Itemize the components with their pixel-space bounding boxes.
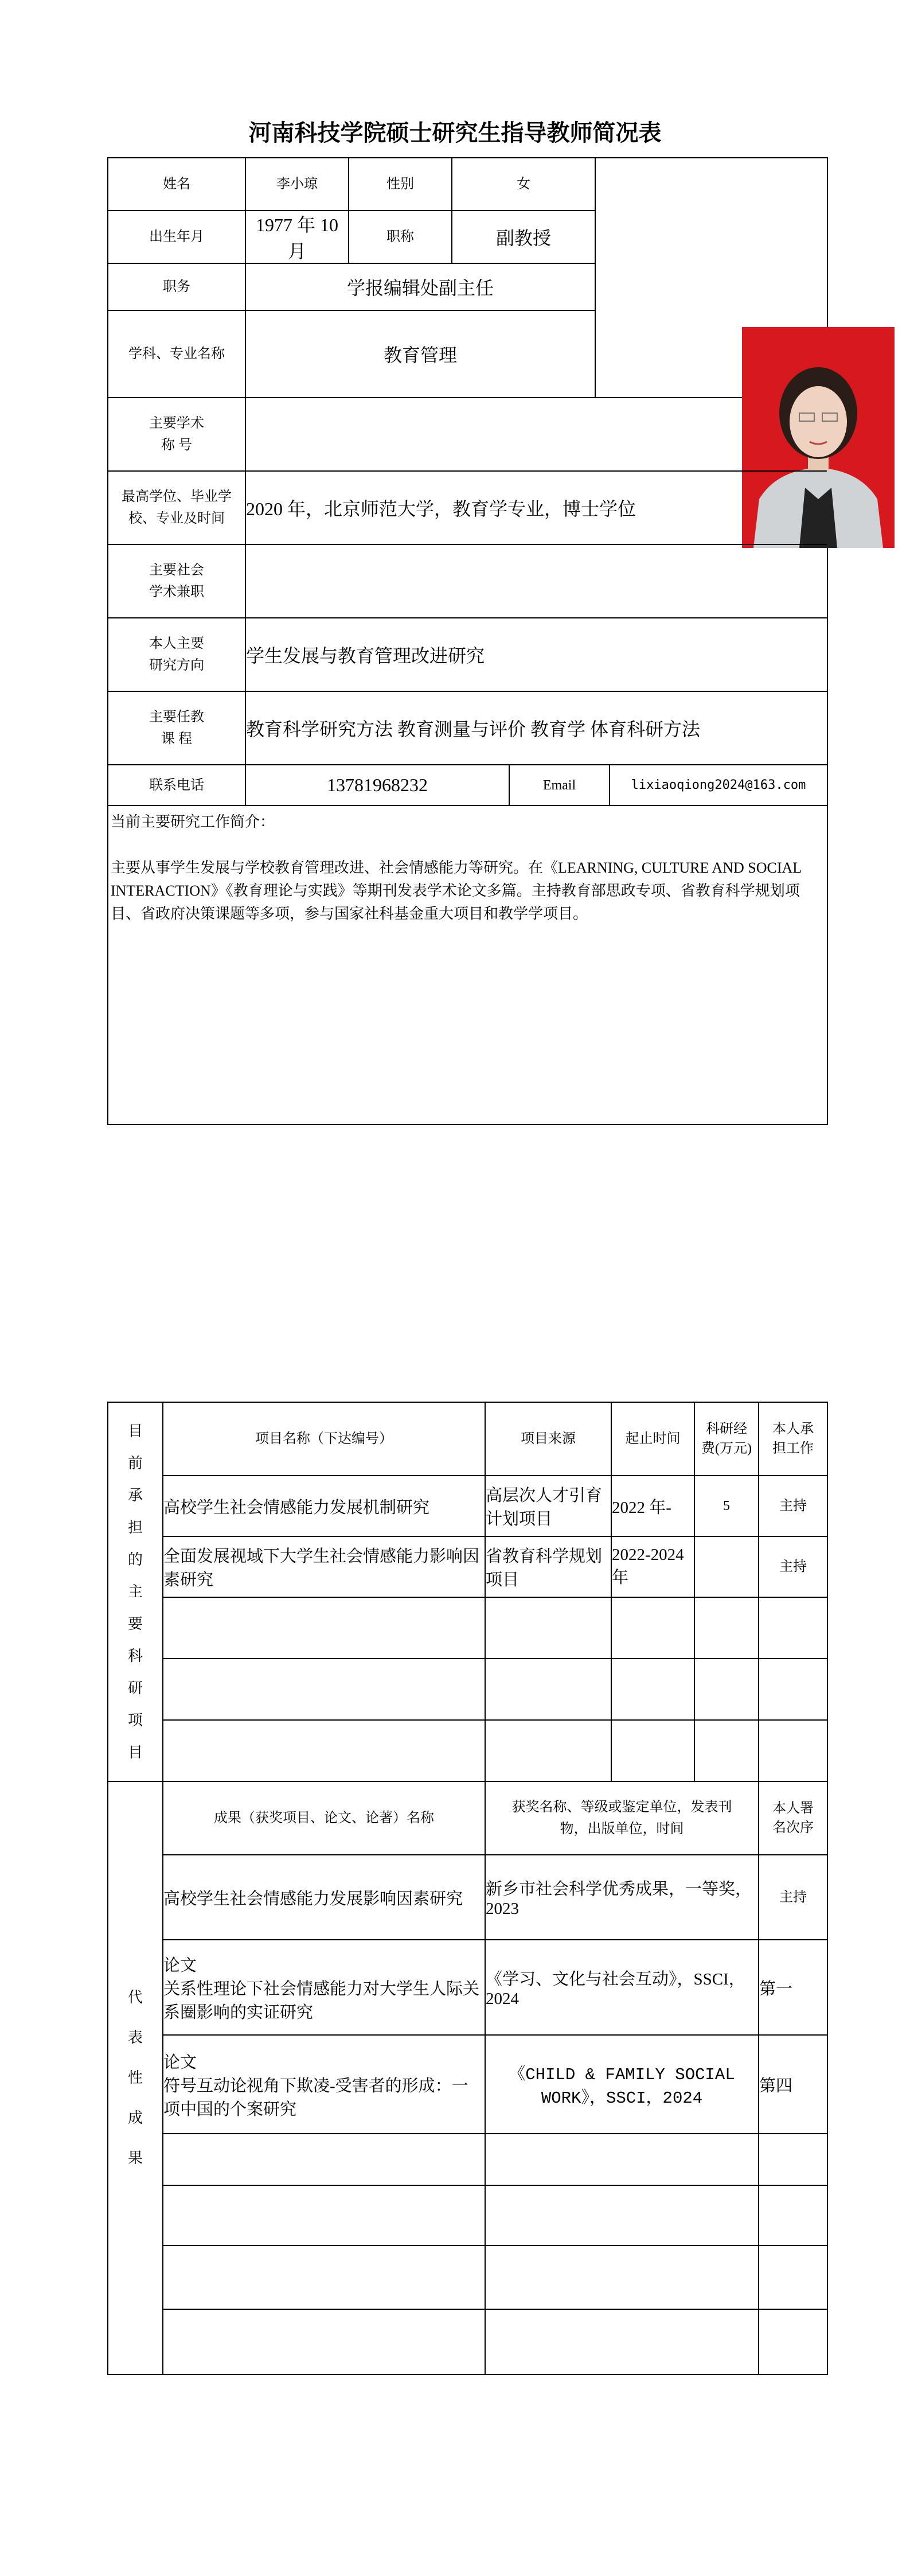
proj-row-5-role	[759, 1721, 827, 1782]
honor-label-line1: 主要学术	[149, 416, 204, 431]
proj-row-4-time	[612, 1659, 695, 1721]
honor-value	[246, 398, 827, 472]
proj-row-1-name: 高校学生社会情感能力发展机制研究	[163, 1476, 486, 1537]
ach-row-1-order: 主持	[759, 1855, 827, 1940]
ach-row-7-venue	[486, 2310, 759, 2374]
email-label: Email	[510, 765, 610, 806]
courses-label-line2: 课 程	[161, 731, 192, 746]
proj-row-5-name	[163, 1721, 486, 1782]
ach-row-7-name	[163, 2310, 486, 2374]
phone-value: 13781968232	[246, 765, 510, 806]
social-value	[246, 545, 827, 618]
ach-row-5-order	[759, 2186, 827, 2246]
proj-row-3-role	[759, 1598, 827, 1659]
ach-row-4-venue	[486, 2134, 759, 2186]
proj-row-2-funding	[695, 1537, 759, 1598]
birth-label: 出生年月	[108, 211, 246, 264]
proj-row-4-funding	[695, 1659, 759, 1721]
proj-row-5-time	[612, 1721, 695, 1782]
degree-label: 最高学位、毕业学校、专业及时间	[108, 472, 246, 545]
proj-row-3-name	[163, 1598, 486, 1659]
position-value: 学报编辑处副主任	[246, 264, 596, 311]
ach-row-5-venue	[486, 2186, 759, 2246]
name-value: 李小琼	[246, 158, 349, 211]
gender-label: 性别	[349, 158, 452, 211]
proj-row-2-source: 省教育科学规划项目	[486, 1537, 612, 1598]
honor-label	[108, 398, 246, 472]
research-intro	[108, 806, 827, 953]
ach-row-3-venue: 《CHILD & FAMILY SOCIAL WORK》，SSCI，2024	[486, 2036, 759, 2134]
proj-header-name: 项目名称（下达编号）	[163, 1403, 486, 1476]
intro-text: 主要从事学生发展与学校教育管理改进、社会情感能力等研究。在《LEARNING, CULTURE AND SOCIAL INTERACTION》《教育理论与实践》等期刊发表学术论文多篇。主持教育部思政专项、省教育科学规划项目、省政府决策课题等多项，参与国家社科基金重大项目和教学学项目。	[111, 859, 802, 922]
proj-header-role: 本人承担工作	[759, 1403, 827, 1476]
subject-value: 教育管理	[246, 311, 596, 398]
proj-row-2-name: 全面发展视域下大学生社会情感能力影响因素研究	[163, 1537, 486, 1598]
proj-row-4-source	[486, 1659, 612, 1721]
proj-header-time: 起止时间	[612, 1403, 695, 1476]
honor-label-line2: 称 号	[161, 438, 192, 453]
research-label-line2: 研究方向	[149, 658, 204, 673]
courses-label-line1: 主要任教	[149, 710, 204, 725]
ach-header-name: 成果（获奖项目、论文、论著）名称	[163, 1782, 486, 1855]
ach-row-6-venue	[486, 2246, 759, 2310]
proj-row-1-source: 高层次人才引育计划项目	[486, 1476, 612, 1537]
proj-row-1-role: 主持	[759, 1476, 827, 1537]
ach-row-6-name	[163, 2246, 486, 2310]
page-title: 河南科技学院硕士研究生指导教师简况表	[248, 120, 662, 146]
name-label: 姓名	[108, 158, 246, 211]
ach-row-7-order	[759, 2310, 827, 2374]
courses-value: 教育科学研究方法 教育测量与评价 教育学 体育科研方法	[246, 692, 827, 765]
proj-row-4-role	[759, 1659, 827, 1721]
proj-row-2-time: 2022-2024 年	[612, 1537, 695, 1598]
proj-row-3-source	[486, 1598, 612, 1659]
courses-label	[108, 692, 246, 765]
proj-row-5-funding	[695, 1721, 759, 1782]
ach-row-4-name	[163, 2134, 486, 2186]
ach-header-order: 本人署名次序	[759, 1782, 827, 1855]
social-label	[108, 545, 246, 618]
ach-row-3-order: 第四	[759, 2036, 827, 2134]
proj-row-3-time	[612, 1598, 695, 1659]
projects-side-label: 目前承担的主要科研项目	[108, 1403, 163, 1782]
ach-row-1-venue: 新乡市社会科学优秀成果，一等奖，2023	[486, 1855, 759, 1940]
social-label-line1: 主要社会	[149, 563, 204, 578]
proj-row-1-time: 2022 年-	[612, 1476, 695, 1537]
research-value: 学生发展与教育管理改进研究	[246, 618, 827, 692]
achievements-side-label: 代表性成果	[108, 1782, 163, 2374]
proj-row-3-funding	[695, 1598, 759, 1659]
proj-row-1-funding: 5	[695, 1476, 759, 1537]
proj-row-4-name	[163, 1659, 486, 1721]
research-label	[108, 618, 246, 692]
intro-heading: 当前主要研究工作简介：	[111, 814, 275, 830]
ach-row-2-name: 论文 关系性理论下社会情感能力对大学生人际关系圈影响的实证研究	[163, 1940, 486, 2036]
teacher-info-table	[107, 157, 828, 1125]
ach-row-6-order	[759, 2246, 827, 2310]
gender-value: 女	[452, 158, 596, 211]
ach-row-2-order: 第一	[759, 1940, 827, 2036]
proj-row-5-source	[486, 1721, 612, 1782]
ach-row-3-name: 论文 符号互动论视角下欺凌-受害者的形成：一项中国的个案研究	[163, 2036, 486, 2134]
ach-row-2-venue: 《学习、文化与社会互动》，SSCI，2024	[486, 1940, 759, 2036]
phone-label: 联系电话	[108, 765, 246, 806]
proj-header-source: 项目来源	[486, 1403, 612, 1476]
ach-row-4-order	[759, 2134, 827, 2186]
position-label: 职务	[108, 264, 246, 311]
proj-header-funding: 科研经费(万元)	[695, 1403, 759, 1476]
degree-value: 2020 年，北京师范大学，教育学专业，博士学位	[246, 472, 827, 545]
ach-row-1-name: 高校学生社会情感能力发展影响因素研究	[163, 1855, 486, 1940]
subject-label: 学科、专业名称	[108, 311, 246, 398]
projects-achievements-table	[107, 1402, 828, 2375]
rank-value: 副教授	[452, 211, 596, 264]
birth-value: 1977 年 10 月	[246, 211, 349, 264]
ach-header-venue: 获奖名称、等级或鉴定单位，发表刊物，出版单位，时间	[486, 1782, 759, 1855]
ach-row-5-name	[163, 2186, 486, 2246]
proj-row-2-role: 主持	[759, 1537, 827, 1598]
email-value: lixiaoqiong2024@163.com	[610, 765, 827, 806]
rank-label: 职称	[349, 211, 452, 264]
social-label-line2: 学术兼职	[149, 585, 204, 600]
research-label-line1: 本人主要	[149, 636, 204, 651]
